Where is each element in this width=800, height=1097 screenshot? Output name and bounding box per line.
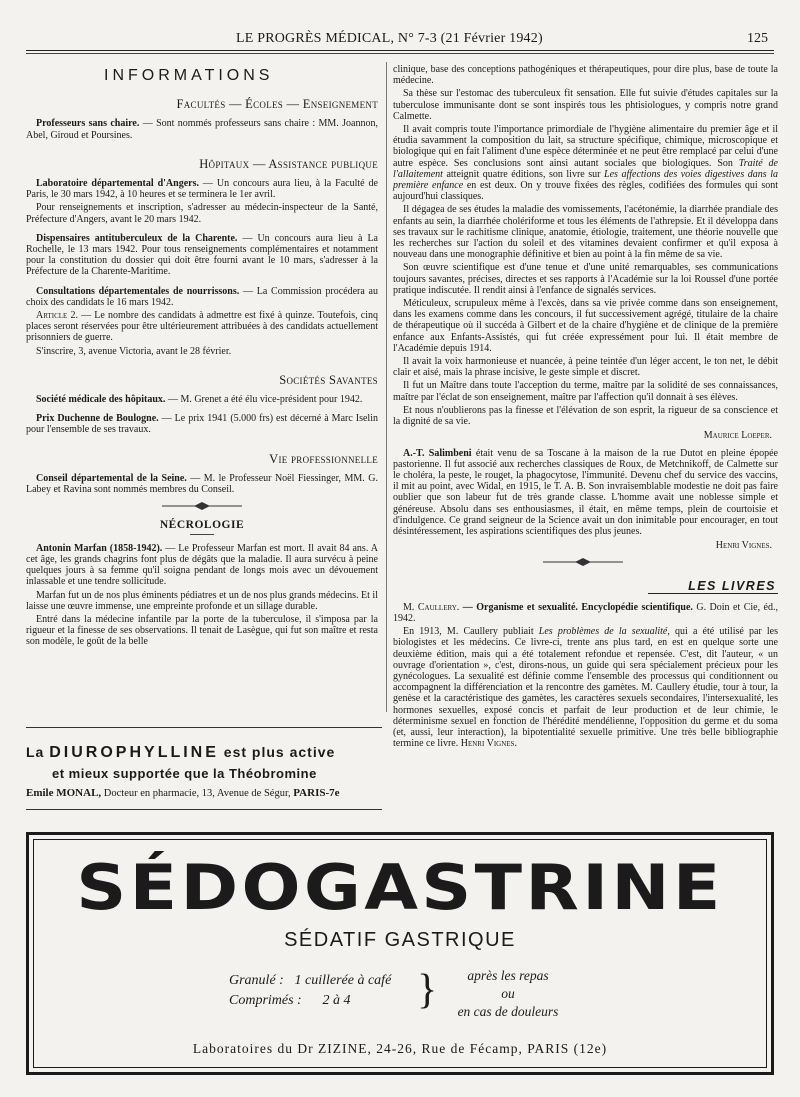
brace-icon: } [417, 967, 438, 1013]
ornament-icon [162, 501, 242, 511]
item-laboratoire-title: Laboratoire départemental d'Angers. [36, 178, 199, 190]
item-prix-title: Prix Duchenne de Boulogne. [36, 413, 159, 425]
obit-cont-p6: Méticuleux, scrupuleux même à l'excès, dans sa vie privée comme dans son enseignement, dans les examens comme dans les concours, il fut successivement agrégé, titulaire de la chaire de thérapeutique où il succéda à Gilbert et de la chaire d'hygiène et de clinique de la première enfance aux Enfants-Assistés, qui fut créée expressément pour lui. Il était membre de l'Académie depuis 1914. [393, 298, 778, 354]
running-header [26, 31, 774, 51]
item-prix-text: — Le prix 1941 (5.000 frs) est décerné à Marc Iselin pour l'ensemble de ses travaux. [26, 413, 378, 436]
ad-diuro-claim: est plus active [223, 744, 336, 760]
book-publisher: G. Doin et Cie, éd., 1942. [393, 601, 778, 624]
ad-diuro-brand: DIUROPHYLLINE [49, 744, 219, 761]
article-text: — Le nombre des candidats à admettre est fixé à quinze. Toutefois, cinq places seront réservées pour être ultérieurement attribuées à des candidats actuellement prisonniers de guerre. [26, 310, 378, 344]
section-hopitaux: Hôpitaux — Assistance publique [199, 156, 378, 171]
signature-loeper: Maurice Loeper. [703, 430, 772, 442]
item-societe-text: — M. Grenet a été élu vice-président pour 1942. [165, 394, 363, 406]
item-laboratoire-text: — Un concours aura lieu, à la Faculté de Paris, le 30 mars 1942, à 10 heures et se terminera le 1er avril. [26, 178, 378, 201]
dosage-granule-label: Granulé : [229, 973, 284, 988]
journal-title: LE PROGRÈS MÉDICAL, N° 7-3 (21 Février 1942) [236, 31, 543, 46]
dosage-granule [229, 971, 391, 991]
livres-rule [648, 593, 778, 594]
item-consultations-title: Consultations départementales de nourrissons. [36, 285, 240, 297]
item-societe-title: Société médicale des hôpitaux. [36, 394, 166, 406]
obit-cont-p5: Son œuvre scientifique est d'une tenue et d'une unité remarquables, ses communications toujours savantes, précises, directes et ses rapports à l'Académie sur la loi Roussel d'une portée pratique indiscutée. Il rendit ainsi à l'enfance de signalés services. [393, 262, 778, 296]
article-label: Article 2. [36, 310, 78, 322]
timing-or: ou [501, 986, 515, 1001]
item-professeurs-title: Professeurs sans chaire. [36, 118, 140, 130]
ad-diuro-address: Docteur en pharmacie, 13, Avenue de Ségur, [101, 788, 294, 799]
review-part-b: qui a été utilisé par les biologistes et les médecins. Ce livre-ci, trente ans plus tard, en est en quelque sorte une deuxième édition, mais qui a été totalement refondue et repensée. C'est, dit l'auteur, « un ouvrage d'orientation », c'est, dirons-nous, un guide qui sera spécialement précieux pour les gynécologues. La sexualité est définie comme l'ensemble des processus qui conditionnent ou accompagnent la différenciation et la rencontre des gamètes. M. Caullery étudie, tour à tour, la genèse et la caractéristique des gamètes, les caractères sexuels secondaires, l'intersexualité, les hormones sexuelles, exposé concis et parfait de leur production et de leur chimie, le déterminisme sexuel en fonction de l'hérédité mendélienne, l'opposition du germe et du soma (et, aussi, leur interaction), la bipotentialité sexuelle primitive. Une très belle bibliographie termine ce livre. [393, 626, 778, 750]
informations-heading: INFORMATIONS [104, 67, 274, 84]
les-livres-heading: LES LIVRES [688, 578, 776, 593]
ad-sedo-brand: SÉDOGASTRINE [76, 851, 724, 924]
obit-cont-p4: Il dégagea de ses études la maladie des vomissements, l'acétonémie, la diarrhée prandiale des enfants au sein, la diarrhée cholériforme et tous les éléments de l'athrepsie. Et il développa dans ses travaux sur le rachitisme clinique, anatomie, étiologie, traitement, une théorie nouvelle que les recherches sur l'action du soleil et des vitamines devaient confirmer et qu'il exposa à nouveau dans une monographie définitive et bien au point à la fin même de sa vie. [393, 204, 778, 261]
item-article-2 [26, 310, 378, 344]
review-part-a: En 1913, M. Caullery publiait [403, 626, 539, 638]
book-author: M. Caullery. [403, 601, 460, 613]
obit-salimbeni [393, 448, 778, 538]
obit-salimbeni-text: était venu de sa Toscane à la maison de la rue Dutot en pleine épopée pastorienne. Il fut associé aux recherches classiques de Roux, de Metchnikoff, de Calmette sur le choléra, la peste, le rouget, la phagocytose, l'immunité. Devenu chef du service des vaccins, il mit au point, avec Widal, en 1915, le T. A. B. Son invraisemblable modestie ne doit pas faire oublier que son labeur fut de très grande classe. L'homme avait une noblesse simple et généreuse. Absolu dans ses enthousiasmes, il était, en même temps, plein de courtoisie et d'indulgence. Ce grand seigneur de la Science avait un don inimitable pour encourager, en tout désintéressement, les aspirations scientifiques des plus jeunes. [393, 447, 778, 537]
book-caullery [393, 602, 778, 624]
obit-cont-p3 [393, 124, 778, 202]
ad-diuro-city: PARIS-7e [293, 787, 340, 799]
obit-marfan-p2: Marfan fut un de nos plus éminents pédiatres et un de nos plus grands médecins. Et il laisse une œuvre immense, une empreinte profonde et un sillage durable. [26, 589, 378, 612]
ad-sedo-timing [433, 967, 583, 1021]
obit-marfan [26, 543, 378, 588]
necro-rule [190, 534, 214, 535]
signature-vignes-2: Henri Vignes. [460, 738, 517, 750]
obit-salimbeni-title: A.-T. Salimbeni [403, 447, 472, 459]
obit-marfan-title: Antonin Marfan (1858-1942). [36, 542, 163, 554]
left-column [26, 62, 378, 650]
ad-sedo-tagline: SÉDATIF GASTRIQUE [284, 929, 516, 951]
ad-diuro-line3 [26, 787, 382, 799]
section-facultes: Facultés — Écoles — Enseignement [176, 97, 378, 112]
timing-after-meals: après les repas [467, 968, 549, 983]
item-dispensaires [26, 233, 378, 278]
ad-diuro-la: La [26, 744, 45, 760]
dosage-comprimes-label: Comprimés : [229, 993, 302, 1008]
obit-cont-p7: Il avait la voix harmonieuse et nuancée, à peine teintée d'un léger accent, le ton net, le débit clair et aisé, mais la phrase incisive, le geste simple et discret. [393, 356, 778, 379]
ad-diuro-line2: et mieux supportée que la Théobromine [52, 766, 317, 781]
p3-part-c: en est deux. On y trouve fixées des règles, codifiées des formules qui sont aujourd'hui classiques. [393, 180, 778, 203]
book-title: — Organisme et sexualité. Encyclopédie scientifique. [459, 601, 693, 613]
dosage-comprimes [229, 991, 391, 1011]
timing-pain: en cas de douleurs [457, 1004, 559, 1019]
item-societe-medicale [26, 394, 378, 405]
item-conseil-text: — M. le Professeur Noël Fiessinger, MM. G. Labey et Ravina sont nommés membres du Conseil. [26, 472, 378, 496]
ad-diuro-line1 [26, 744, 382, 762]
right-column [393, 64, 778, 751]
obit-cont-p9: Et nous n'oublierons pas la finesse et l'élévation de son esprit, la rigueur de sa conscience et la dignité de sa vie. [393, 404, 778, 428]
header-rule-thin [26, 53, 774, 54]
item-prix-duchenne [26, 413, 378, 435]
ad-diurophylline [26, 727, 382, 808]
section-vie-professionnelle: Vie professionnelle [269, 451, 378, 466]
item-conseil [26, 473, 378, 495]
p3-title-2: Les affections des voies digestives dans la première enfance [393, 168, 778, 192]
p3-part-a: Il avait compris toute l'importance primordiale de l'hygiène alimentaire du premier âge et il étudia savamment la composition du lait, sa structure spécifique, chimique, microscopique et biologique qui en fait l'aliment d'une espèce déterminée et ne peut être remplacé par celui d'une autre espèce. Ses conclusions sont ainsi autant sociales que biologiques. Son [393, 124, 778, 169]
item-professeurs-text: — Sont nommés professeurs sans chaire : MM. Joannon, Abel, Giroud et Poursines. [26, 118, 378, 141]
obit-marfan-p3: Entré dans la médecine infantile par la porte de la tuberculose, il s'imposa par la rigueur et la finesse de ses observations. Il tenait de Lasègue, qui fut son maître et resta son modèle, le goût de la belle [26, 613, 378, 648]
obit-cont-p1: clinique, base des conceptions pathogéniques et thérapeutiques, pour dire plus, base de toute la médecine. [393, 64, 778, 87]
review-title: Les problèmes de la sexualité, [538, 626, 670, 638]
page-number: 125 [747, 31, 768, 46]
ornament-divider [26, 501, 378, 514]
ad-sedo-dosage [229, 971, 391, 1011]
ornament-divider-right [393, 557, 778, 570]
item-conseil-title: Conseil départemental de la Seine. [36, 472, 187, 484]
item-laboratoire [26, 178, 378, 200]
signature-vignes-1: Henri Vignes. [715, 540, 772, 552]
ad-sedo-laboratory: Laboratoires du Dr ZIZINE, 24-26, Rue de Fécamp, PARIS (12e) [192, 1041, 608, 1056]
header-rule [26, 50, 774, 51]
item-laboratoire-info: Pour renseignements et inscription, s'adresser au médecin-inspecteur de la Santé, Préfecture d'Angers, avant le 20 mars 1942. [26, 202, 378, 225]
item-dispensaires-text: — Un concours aura lieu à La Rochelle, le 13 mars 1942. Pour tous renseignements complémentaires et notamment pour la constitution du dossier qui doit être fourni avant le 10 mars, s'adresser à la Préfecture de la Charente-Maritime. [26, 232, 378, 278]
ad-diuro-rule [26, 809, 382, 810]
item-consultations-text: — La Commission procédera au choix des candidats le 16 mars 1942. [26, 285, 378, 308]
item-inscription: S'inscrire, 3, avenue Victoria, avant le 28 février. [36, 345, 232, 357]
ad-diuro-name: Emile MONAL, [26, 787, 102, 799]
item-consultations [26, 286, 378, 308]
obit-marfan-text: — Le Professeur Marfan est mort. Il avait 84 ans. A cet âge, les grands chagrins font plus de dégâts que la maladie. Il aura survécu à peine quelques jours à sa femme qu'il soigna pendant de longs mois avec un dévouement inlassable et une tendre sollicitude. [26, 542, 378, 588]
ornament-icon [543, 557, 623, 567]
item-dispensaires-title: Dispensaires antituberculeux de la Charente. [36, 232, 238, 244]
necrologie-heading: NÉCROLOGIE [159, 519, 245, 532]
ad-sedogastrine [26, 832, 774, 1075]
obit-cont-p2: Sa thèse sur l'estomac des tuberculeux fit sensation. Elle fut suivie d'études capitales sur la tuberculose immunisante dont se sont inspirés tous les phtisiologues, y compris notre grand Calmette. [393, 88, 778, 122]
p3-part-b: atteignit quatre éditions, son livre sur [442, 168, 605, 180]
obit-cont-p8: Il fut un Maître dans toute l'acception du terme, maître par la solidité de ses connaissances, maître par l'éclat de son enseignement, maître par l'affection qu'il donnait à ses élèves. [393, 380, 778, 403]
dosage-comprimes-value: 2 à 4 [322, 993, 351, 1008]
dosage-granule-value: 1 cuillerée à café [294, 973, 392, 988]
section-societes: Sociétés Savantes [279, 372, 378, 387]
column-divider [386, 62, 387, 712]
book-review [393, 626, 778, 749]
item-professeurs [26, 118, 378, 140]
p3-title-1: Traité de l'allaitement [393, 157, 778, 180]
